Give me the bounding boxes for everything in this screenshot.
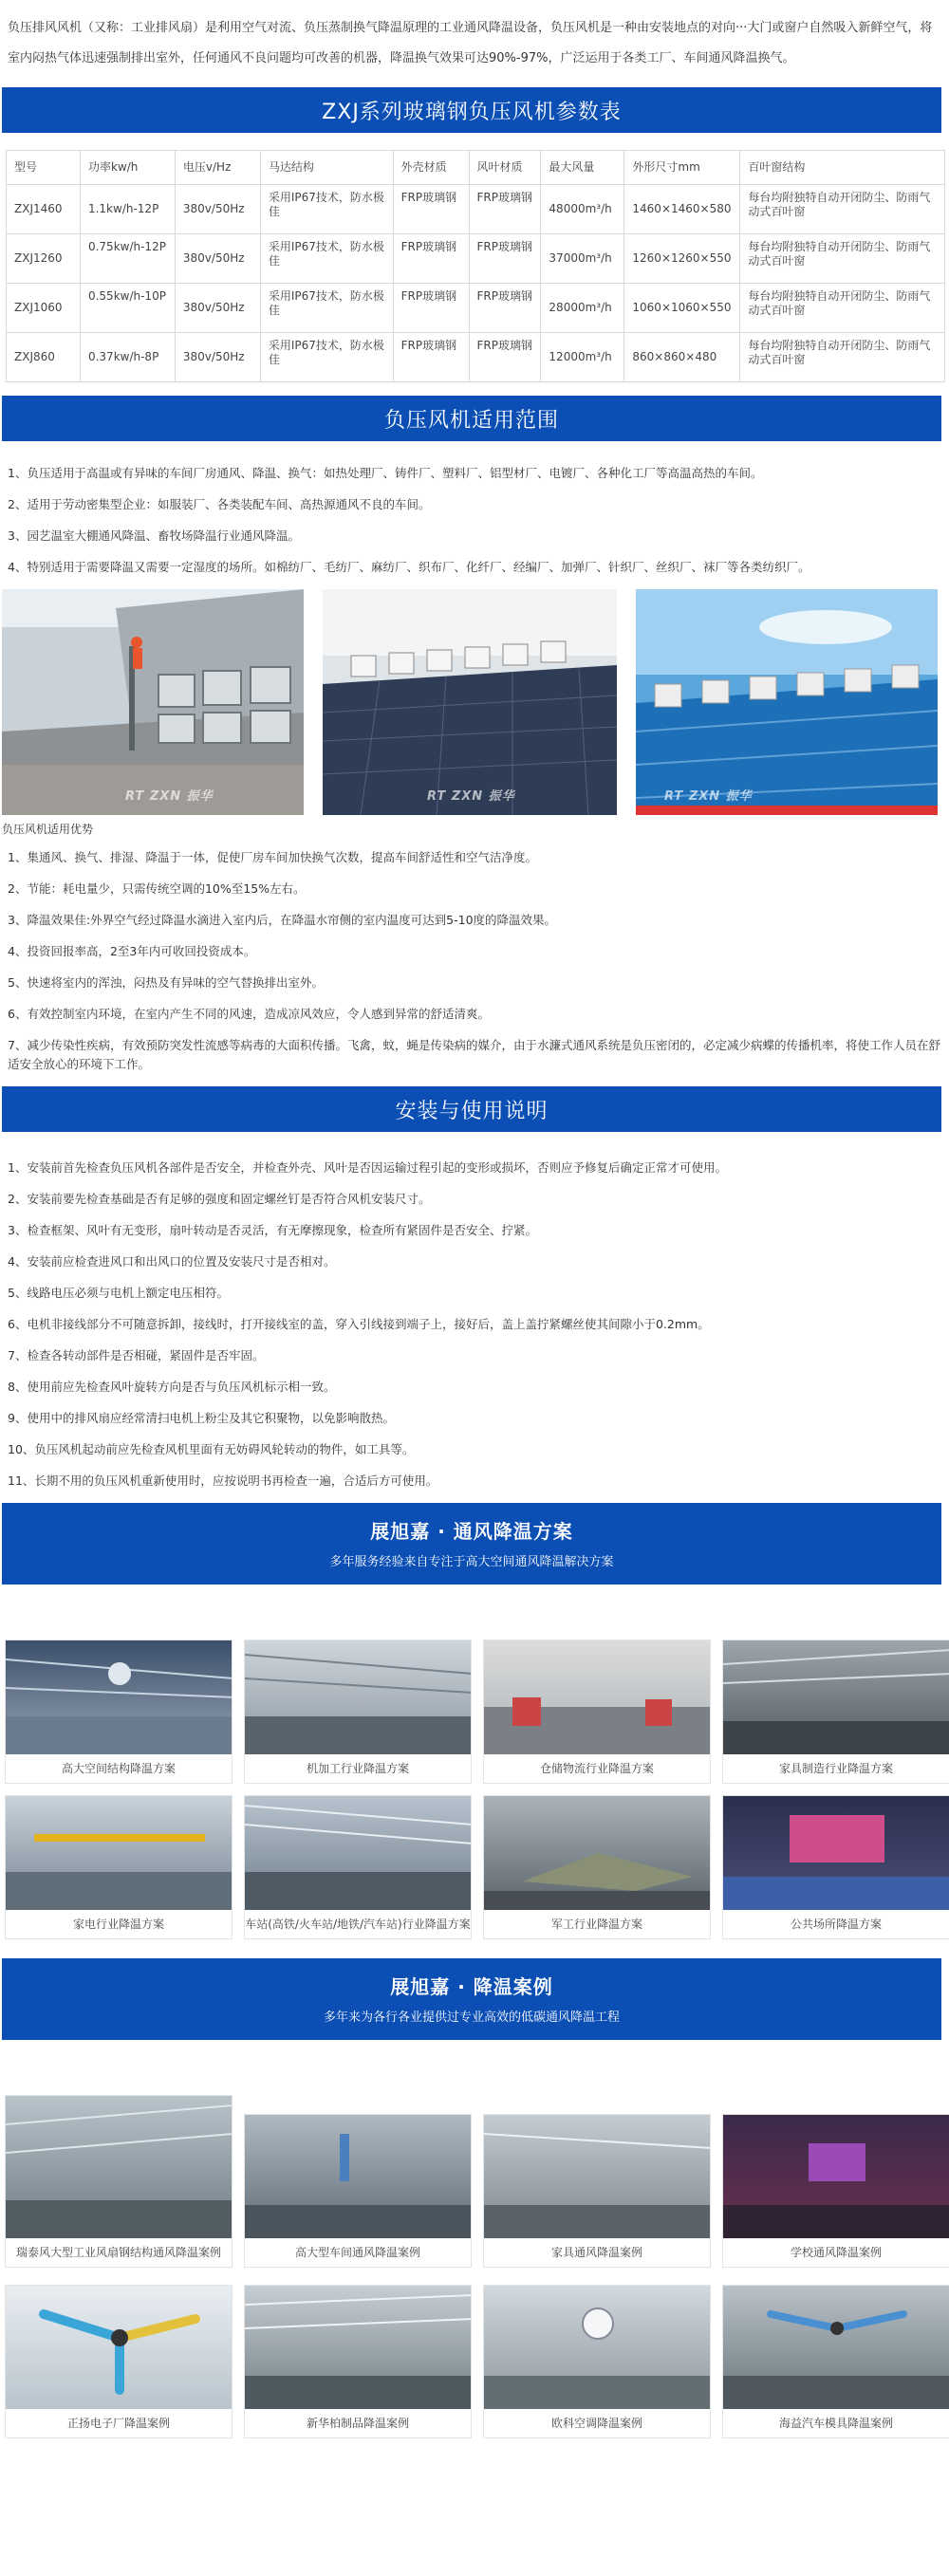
list-item: 6、有效控制室内环境，在室内产生不同的风速，造成凉风效应，令人感到异常的舒适清爽。 <box>8 1007 490 1021</box>
factory-wall-fans-photo <box>2 589 304 815</box>
factory-wall-fans-image <box>2 589 304 815</box>
col-dimension: 外形尺寸mm <box>624 151 740 185</box>
scope-list <box>0 464 949 577</box>
card-caption: 车站(高铁/火车站/地铁/汽车站)行业降温方案 <box>245 1918 471 1931</box>
card-caption: 公共场所降温方案 <box>790 1918 882 1931</box>
card-caption: 新华柏制品降温案例 <box>306 2417 409 2430</box>
cell-airflow: 48000m³/h <box>541 185 624 234</box>
list-item: 9、使用中的排风扇应经常清扫电机上粉尘及其它积聚物，以免影响散热。 <box>8 1411 395 1425</box>
ouke-photo <box>484 2286 710 2409</box>
list-item: 3、园艺温室大棚通风降温、畜牧场降温行业通风降温。 <box>8 528 300 543</box>
col-power: 功率kw/h <box>80 151 175 185</box>
col-blade: 风叶材质 <box>469 151 541 185</box>
solution-card[interactable] <box>722 1640 949 1784</box>
case-card[interactable] <box>244 2114 472 2268</box>
col-shell: 外壳材质 <box>393 151 469 185</box>
case-card[interactable] <box>244 2285 472 2438</box>
list-item: 8、使用前应先检查风叶旋转方向是否与负压风机标示相一致。 <box>8 1380 336 1394</box>
school-image <box>723 2115 949 2238</box>
install-title: 安装与使用说明 <box>395 1099 549 1123</box>
install-title-banner <box>2 1086 941 1132</box>
cases-subtitle: 多年来为各行各业提供过专业高效的低碳通风降温工程 <box>323 2011 620 2025</box>
spec-table-header-row <box>7 151 945 185</box>
spec-table-title: ZXJ系列玻璃钢负压风机参数表 <box>322 100 622 124</box>
advantages-caption: 负压风机适用优势 <box>2 823 94 836</box>
card-caption: 高大空间结构降温方案 <box>61 1762 176 1775</box>
roof-blue-fans-photo <box>636 589 938 815</box>
card-caption: 机加工行业降温方案 <box>306 1762 409 1775</box>
list-item: 2、节能：耗电量少，只需传统空调的10%至15%左右。 <box>8 881 306 896</box>
install-list <box>0 1158 949 1491</box>
station-image <box>245 1796 471 1910</box>
appliance-photo <box>6 1796 232 1910</box>
electronics-factory-photo <box>6 2286 232 2409</box>
cell-voltage: 380v/50Hz <box>175 185 260 234</box>
furniture-case-photo <box>484 2115 710 2238</box>
list-item: 1、集通风、换气、排湿、降温于一体，促使厂房车间加快换气次数，提高车间舒适性和空气洁净度。 <box>8 850 537 864</box>
spec-table-title-banner <box>2 87 941 133</box>
list-item: 10、负压风机起动前应先检查风机里面有无妨碍风轮转动的物件，如工具等。 <box>8 1442 415 1456</box>
col-voltage: 电压v/Hz <box>175 151 260 185</box>
cell-dimension: 1260×1260×550 <box>624 234 740 284</box>
solution-card[interactable] <box>483 1795 711 1939</box>
haiyi-image <box>723 2286 949 2409</box>
roof-solar-fans-image <box>323 589 617 815</box>
col-motor: 马达结构 <box>260 151 393 185</box>
warehouse-image <box>484 1640 710 1754</box>
card-caption: 海益汽车模具降温案例 <box>778 2417 893 2430</box>
furniture-image <box>723 1640 949 1754</box>
cell-power: 1.1kw/h-12P <box>80 185 175 234</box>
cell-power: 0.75kw/h-12P <box>80 234 175 284</box>
card-caption: 军工行业降温方案 <box>550 1918 642 1931</box>
list-item: 4、特别适用于需要降温又需要一定湿度的场所。如棉纺厂、毛纺厂、麻纺厂、织布厂、化纤厂、经编厂、加弹厂、针织厂、丝织厂、袜厂等各类纺织厂。 <box>8 560 810 574</box>
cell-shutter: 每台均附独特自动开闭防尘、防雨气动式百叶窗 <box>740 284 945 333</box>
machining-photo <box>245 1640 471 1754</box>
card-caption: 正扬电子厂降温案例 <box>66 2417 170 2430</box>
cell-model: ZXJ1260 <box>7 234 81 284</box>
case-card[interactable] <box>5 2285 233 2438</box>
cell-shutter: 每台均附独特自动开闭防尘、防雨气动式百叶窗 <box>740 234 945 284</box>
hall-photo <box>6 1640 232 1754</box>
list-item: 11、长期不用的负压风机重新使用时，应按说明书再检查一遍，合适后方可使用。 <box>8 1473 438 1488</box>
cell-dimension: 1460×1460×580 <box>624 185 740 234</box>
cell-blade: FRP玻璃钢 <box>469 185 541 234</box>
solution-card[interactable] <box>483 1640 711 1784</box>
cell-voltage: 380v/50Hz <box>175 333 260 382</box>
list-item: 2、安装前要先检查基础是否有足够的强度和固定螺丝钉是否符合风机安装尺寸。 <box>8 1192 431 1206</box>
table-row <box>7 284 945 333</box>
cell-motor: 采用IP67技术，防水极佳 <box>260 333 393 382</box>
list-item: 4、投资回报率高，2至3年内可收回投资成本。 <box>8 944 256 958</box>
cell-voltage: 380v/50Hz <box>175 284 260 333</box>
solutions-grid <box>0 1640 949 1939</box>
large-workshop-image <box>245 2115 471 2238</box>
cell-motor: 采用IP67技术，防水极佳 <box>260 185 393 234</box>
case-card[interactable] <box>483 2114 711 2268</box>
station-photo <box>245 1796 471 1910</box>
cell-model: ZXJ1060 <box>7 284 81 333</box>
photo-watermark: RT ZXN 振华 <box>427 789 515 804</box>
case-card[interactable] <box>722 2285 949 2438</box>
xinhua-photo <box>245 2286 471 2409</box>
cell-model: ZXJ860 <box>7 333 81 382</box>
list-item: 6、电机非接线部分不可随意拆卸，接线时，打开接线室的盖，穿入引线接到端子上，接好后，盖上盖拧紧螺丝使其间隙小于0.2mm。 <box>8 1317 710 1331</box>
list-item: 5、快速将室内的浑浊，闷热及有异味的空气替换排出室外。 <box>8 975 324 990</box>
military-image <box>484 1796 710 1910</box>
cell-dimension: 1060×1060×550 <box>624 284 740 333</box>
warehouse-photo <box>484 1640 710 1754</box>
solutions-hero <box>2 1503 941 1585</box>
cell-shell: FRP玻璃钢 <box>393 234 469 284</box>
card-caption: 瑞泰风大型工业风扇钢结构通风降温案例 <box>15 2246 221 2259</box>
list-item: 5、线路电压必须与电机上额定电压相符。 <box>8 1286 229 1300</box>
photo-watermark: RT ZXN 振华 <box>125 789 214 804</box>
ouke-image <box>484 2286 710 2409</box>
cell-airflow: 12000m³/h <box>541 333 624 382</box>
steel-structure-image <box>6 2096 232 2238</box>
case-card[interactable] <box>483 2285 711 2438</box>
col-shutter: 百叶窗结构 <box>740 151 945 185</box>
card-caption: 学校通风降温案例 <box>790 2246 882 2259</box>
cell-airflow: 28000m³/h <box>541 284 624 333</box>
cases-title: 展旭嘉 · 降温案例 <box>390 1975 553 1998</box>
cell-shell: FRP玻璃钢 <box>393 333 469 382</box>
appliance-image <box>6 1796 232 1910</box>
solution-card[interactable] <box>722 1795 949 1939</box>
steel-structure-photo <box>6 2096 232 2238</box>
card-caption: 仓储物流行业降温方案 <box>539 1762 654 1775</box>
military-photo <box>484 1796 710 1910</box>
cell-motor: 采用IP67技术，防水极佳 <box>260 284 393 333</box>
cell-shell: FRP玻璃钢 <box>393 284 469 333</box>
public-venue-image <box>723 1796 949 1910</box>
card-caption: 家具通风降温案例 <box>550 2246 642 2259</box>
large-workshop-photo <box>245 2115 471 2238</box>
col-model: 型号 <box>7 151 81 185</box>
cell-power: 0.37kw/h-8P <box>80 333 175 382</box>
list-item: 7、减少传染性疾病，有效预防突发性流感等病毒的大面积传播。飞禽，蚊，蝇是传染病的媒介，由于水濂式通风系统是负压密闭的，必定减少病蝶的传播机率，将使工作人员在舒适安全放心的环境下工作。 <box>8 1038 940 1071</box>
cell-blade: FRP玻璃钢 <box>469 234 541 284</box>
machining-image <box>245 1640 471 1754</box>
list-item: 1、负压适用于高温或有异味的车间厂房通风、降温、换气：如热处理厂、铸件厂、塑料厂、铝型材厂、电镀厂、各种化工厂等高温高热的车间。 <box>8 466 763 480</box>
list-item: 3、降温效果佳:外界空气经过降温水滴进入室内后，在降温水帘侧的室内温度可达到5-10度的降温效果。 <box>8 913 557 927</box>
cell-blade: FRP玻璃钢 <box>469 333 541 382</box>
card-caption: 欧科空调降温案例 <box>550 2417 642 2430</box>
furniture-photo <box>723 1640 949 1754</box>
photo-watermark: RT ZXN 振华 <box>664 789 753 804</box>
cell-shell: FRP玻璃钢 <box>393 185 469 234</box>
solution-card[interactable] <box>244 1795 472 1939</box>
cell-blade: FRP玻璃钢 <box>469 284 541 333</box>
public-venue-photo <box>723 1796 949 1910</box>
card-caption: 家具制造行业降温方案 <box>778 1762 893 1775</box>
solution-card[interactable] <box>244 1640 472 1784</box>
scope-title: 负压风机适用范围 <box>383 408 559 433</box>
card-caption: 家电行业降温方案 <box>72 1918 164 1931</box>
xinhua-image <box>245 2286 471 2409</box>
school-photo <box>723 2115 949 2238</box>
case-card[interactable] <box>722 2114 949 2268</box>
intro-paragraph: 负压排风风机（又称：工业排风扇）是利用空气对流、负压蒸制换气降温原理的工业通风降温设备，负压风机是一种由安装地点的对向···大门或窗户自然吸入新鲜空气，将室内闷热气体迅速强制排出室外，任何通风不良问题均可改善的机器，降温换气效果可达90%-97%，广泛运用于各类工厂、车间通风降温换气。 <box>8 21 933 65</box>
cell-airflow: 37000m³/h <box>541 234 624 284</box>
spec-table <box>6 150 945 382</box>
list-item: 3、检查框架、风叶有无变形，扇叶转动是否灵活，有无摩擦现象，检查所有紧固件是否安全、拧紧。 <box>8 1223 537 1237</box>
solutions-title: 展旭嘉 · 通风降温方案 <box>370 1520 573 1543</box>
cell-model: ZXJ1460 <box>7 185 81 234</box>
advantages-list <box>0 848 949 1074</box>
case-card[interactable] <box>5 2095 233 2268</box>
haiyi-photo <box>723 2286 949 2409</box>
scope-title-banner <box>2 396 941 441</box>
list-item: 1、安装前首先检查负压风机各部件是否安全，并检查外壳、风叶是否因运输过程引起的变形或损坏，否则应予修复后确定正常才可使用。 <box>8 1160 727 1175</box>
solution-card[interactable] <box>5 1795 233 1939</box>
card-caption: 高大型车间通风降温案例 <box>294 2246 420 2259</box>
col-airflow: 最大风量 <box>541 151 624 185</box>
cell-motor: 采用IP67技术，防水极佳 <box>260 234 393 284</box>
table-row <box>7 234 945 284</box>
cell-power: 0.55kw/h-10P <box>80 284 175 333</box>
scope-photo-row <box>0 589 949 815</box>
list-item: 2、适用于劳动密集型企业：如服装厂、各类装配车间、高热源通风不良的车间。 <box>8 497 431 511</box>
cases-grid <box>0 2095 949 2438</box>
cell-dimension: 860×860×480 <box>624 333 740 382</box>
solution-card[interactable] <box>5 1640 233 1784</box>
cell-shutter: 每台均附独特自动开闭防尘、防雨气动式百叶窗 <box>740 333 945 382</box>
electronics-factory-image <box>6 2286 232 2409</box>
cases-hero <box>2 1958 941 2040</box>
table-row <box>7 333 945 382</box>
table-row <box>7 185 945 234</box>
hall-image <box>6 1640 232 1754</box>
cell-shutter: 每台均附独特自动开闭防尘、防雨气动式百叶窗 <box>740 185 945 234</box>
list-item: 7、检查各转动部件是否相碰，紧固件是否牢固。 <box>8 1348 265 1362</box>
solutions-subtitle: 多年服务经验来自专注于高大空间通风降温解决方案 <box>329 1555 614 1569</box>
furniture-case-image <box>484 2115 710 2238</box>
list-item: 4、安装前应检查进风口和出风口的位置及安装尺寸是否相对。 <box>8 1254 336 1269</box>
roof-blue-fans-image <box>636 589 938 815</box>
cell-voltage: 380v/50Hz <box>175 234 260 284</box>
roof-solar-fans-photo <box>323 589 617 815</box>
